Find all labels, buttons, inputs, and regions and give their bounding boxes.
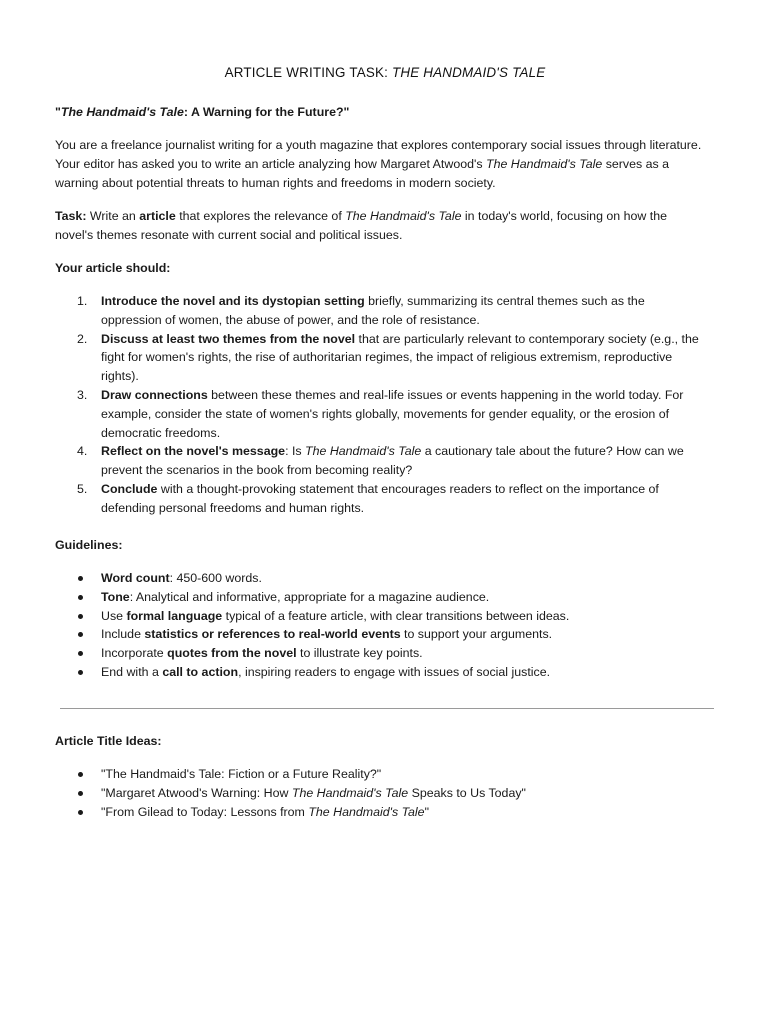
task-text-2: that explores the relevance of [175, 209, 346, 223]
guideline-pre: End with a [101, 664, 163, 679]
step-bold: Introduce the novel and its dystopian setting [101, 294, 365, 308]
intro-text-2: serves as a warning about potential threats to human rights and freedoms in modern society. [55, 156, 670, 190]
subtitle-quote: " [55, 105, 61, 119]
title-ideas-list [55, 765, 705, 821]
steps-list [55, 292, 705, 518]
step-text: a cautionary tale about the future? How can we prevent the scenarios in the book from becoming reality? [101, 444, 684, 478]
step-number: 5. [77, 481, 88, 496]
bullet-icon [78, 670, 83, 675]
guideline-pre: Include [101, 627, 145, 642]
list-item [55, 644, 705, 663]
guideline-pre: Incorporate [101, 646, 168, 661]
guideline-bold: call to action [162, 664, 239, 679]
step-bold: Draw connections [101, 387, 208, 402]
step-number: 4. [77, 444, 88, 459]
guideline-bold: formal language [126, 608, 223, 623]
title-ideas-heading: Article Title Ideas: [55, 734, 162, 748]
task-paragraph [55, 207, 705, 245]
list-item [55, 480, 705, 518]
idea-book: The Handmaid's Tale [291, 785, 409, 800]
list-item [55, 625, 705, 644]
guideline-post: , inspiring readers to engage with issues of social justice. [238, 664, 551, 679]
idea-pre: "Margaret Atwood's Warning: How [101, 785, 292, 800]
bullet-icon [78, 651, 83, 656]
list-item [55, 386, 705, 442]
idea-post: " [424, 804, 429, 819]
guideline-post: to support your arguments. [400, 627, 553, 642]
bullet-icon [78, 614, 83, 619]
idea-post: Speaks to Us Today" [408, 785, 526, 800]
bullet-icon [78, 576, 83, 581]
list-item [55, 765, 705, 784]
step-book: The Handmaid's Tale [305, 444, 422, 459]
title-book: THE HANDMAID'S TALE [391, 65, 546, 80]
article-subtitle [55, 103, 349, 122]
bullet-icon [78, 810, 83, 815]
list-item [55, 330, 705, 386]
idea-pre: "From Gilead to Today: Lessons from [101, 804, 309, 819]
should-heading: Your article should: [55, 261, 171, 275]
list-item [55, 607, 705, 626]
task-label: Task: [55, 209, 87, 223]
step-bold: Conclude [101, 481, 158, 496]
list-item [55, 803, 705, 822]
step-text: with a thought-provoking statement that encourages readers to reflect on the importance of defending personal freedoms and human rights. [101, 481, 659, 515]
intro-text-1: You are a freelance journalist writing for a youth magazine that explores contemporary social issues through literature. Your editor has asked you to write an article analyzing how Margaret Atwood's [55, 138, 702, 171]
intro-book: The Handmaid's Tale [486, 156, 603, 171]
step-text: between these themes and real-life issues or events happening in the world today. For example, consider the state of women's rights globally, movements for gender equality, or the erosion of democratic freedoms. [101, 387, 684, 440]
guideline-post: : 450-600 words. [169, 571, 262, 585]
step-bold: Discuss at least two themes from the novel [101, 331, 356, 346]
task-article-word: article [139, 209, 176, 223]
title-prefix: ARTICLE WRITING TASK: [224, 65, 392, 80]
list-item [55, 442, 705, 480]
bullet-icon [78, 595, 83, 600]
bullet-icon [78, 632, 83, 637]
task-book: The Handmaid's Tale [345, 209, 462, 223]
bullet-icon [78, 791, 83, 796]
bullet-icon [78, 772, 83, 777]
task-text-1: Write an [86, 209, 140, 223]
idea-pre: "The Handmaid's Tale: Fiction or a Future Reality?" [101, 767, 382, 781]
list-item [55, 663, 705, 682]
guideline-bold: Tone [101, 589, 130, 604]
guidelines-heading: Guidelines: [55, 538, 123, 552]
list-item [55, 588, 705, 607]
step-text: that are particularly relevant to contemporary society (e.g., the fight for women's rights, the rise of authoritarian regimes, the impact of religious extremism, reproductive rights). [101, 331, 699, 384]
task-text-3: in today's world, focusing on how the novel's themes resonate with current social and political issues. [55, 209, 668, 242]
step-number: 2. [77, 331, 88, 346]
guideline-pre: Use [101, 608, 127, 623]
list-item [55, 292, 705, 330]
step-number: 1. [77, 294, 88, 308]
step-number: 3. [77, 387, 88, 402]
guideline-bold: statistics or references to real-world events [144, 627, 401, 642]
intro-paragraph [55, 136, 705, 192]
guideline-post: : Analytical and informative, appropriate for a magazine audience. [129, 589, 490, 604]
guideline-post: to illustrate key points. [296, 646, 423, 661]
horizontal-divider [60, 708, 714, 709]
idea-book: The Handmaid's Tale [308, 804, 425, 819]
step-bold: Reflect on the novel's message [101, 444, 286, 459]
subtitle-book: The Handmaid's Tale [60, 105, 184, 119]
guideline-post: typical of a feature article, with clear transitions between ideas. [222, 608, 570, 623]
page-title [55, 64, 715, 83]
step-text-lead: : Is [285, 444, 306, 459]
list-item [55, 569, 705, 588]
guideline-bold: quotes from the novel [167, 646, 297, 661]
list-item [55, 784, 705, 803]
guideline-bold: Word count [101, 571, 170, 585]
guidelines-list [55, 569, 705, 682]
step-text: briefly, summarizing its central themes such as the oppression of women, the abuse of power, and the role of resistance. [101, 294, 645, 327]
subtitle-rest: : A Warning for the Future?" [183, 105, 350, 119]
